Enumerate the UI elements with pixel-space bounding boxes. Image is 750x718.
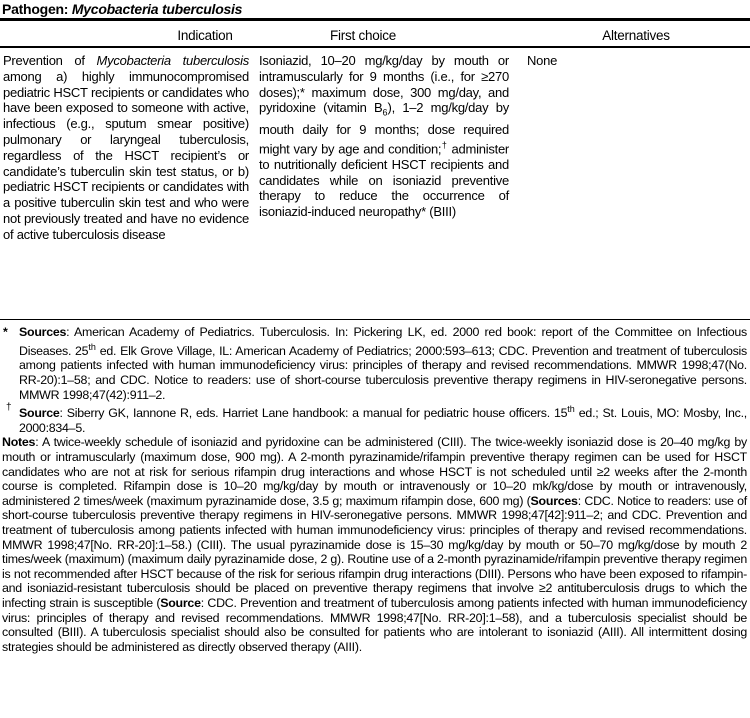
notes-paragraph	[2, 435, 747, 654]
dagger-superscript: †	[441, 139, 448, 150]
indication-text-1: Prevention of	[3, 53, 97, 68]
footnote-asterisk	[2, 325, 747, 402]
table-row	[0, 48, 750, 320]
column-header-first-choice: First choice	[329, 28, 397, 43]
source-label: Source	[19, 406, 60, 421]
first-choice-cell	[259, 53, 509, 220]
indication-pathogen-italic: Mycobacteria tuberculosis	[96, 53, 249, 68]
pathogen-name: Mycobacteria tuberculosis	[71, 1, 243, 17]
notes-label: Notes	[2, 435, 36, 450]
notes-text-1: : A twice-weekly schedule of isoniazid and pyridoxine can be administered (CIII). The twice-weekly isoniazid dose is 20–40 mg/kg by mouth or intramuscularly (maximum dose, 900 mg). A 2-month pyrazinamide/rifampin preventive therapy regimen can be used for HSCT candidates who are not at risk for serious rifampin drug interactions and whose HSCT is not scheduled until ≥2 weeks after the 2-month course is completed. Rifampin dose is 10–20 mg/kg/day by mouth or intravenously or 10–20 mk/kg/dose by mouth or intravenously, administered 2 times/week (maximum pyrazinamide dose, 3.5 g; maximum rifampin dose, 600 mg) (	[2, 435, 747, 508]
footnotes-section	[0, 320, 750, 654]
notes-source-label: Source	[160, 595, 201, 610]
pathogen-label: Pathogen:	[2, 1, 69, 17]
footnote-dagger-text-1: : Siberry GK, Iannone R, eds. Harriet Lane handbook: a manual for pediatric house officers. 15	[59, 406, 568, 421]
alternatives-cell: None	[527, 53, 558, 68]
asterisk-marker: *	[3, 325, 8, 339]
notes-sources-label: Sources	[530, 493, 578, 508]
ordinal-superscript: th	[567, 404, 575, 415]
footnote-asterisk-text-2: ed. Elk Grove Village, IL: American Academy of Pediatrics; 2000:593–613; CDC. Prevention and treatment of tuberculosis among patients infected with human immunodeficiency virus: principles of therapy and revised recommendations. MMWR 1998;47(No. RR-20):1–58; and CDC. Notice to readers: use of short-course tuberculosis preventive therapy regimens in HIV-seronegative persons. MMWR 1998;47(42):911–2.	[19, 343, 747, 402]
ordinal-superscript: th	[88, 341, 96, 352]
column-header-alternatives: Alternatives	[602, 28, 670, 43]
column-header-indication: Indication	[177, 28, 233, 43]
notes-text-2: : CDC. Notice to readers: use of short-course tuberculosis preventive therapy regimens in HIV-seronegative persons. MMWR 1998;47[42]:911–2; and CDC. Prevention and treatment of tuberculosis among patients infected with human immunodeficiency virus: principles of therapy and revised recommendations. MMWR 1998;47[No. RR-20]:1–58.) (CIII). The usual pyrazinamide dose is 15–30 mg/kg/day by mouth or 50–70 mg/kg/dose by mouth 2 times/week (maximum) (maximum daily pyrazinamide dose, 2 g). Routine use of a 2-month pyrazinamide/rifampin preventive therapy regimen is not recommended after HSCT because of the risk for serious rifampin drug interactions (DIII). Persons who have been exposed to rifampin- and isoniazid-resistant tuberculosis should be placed on preventive therapy regimens that involve ≥2 antituberculosis drugs to which the infecting strain is susceptible (	[2, 493, 747, 610]
footnote-dagger	[2, 402, 747, 435]
pathogen-header	[0, 0, 750, 21]
sources-label: Sources	[19, 325, 67, 339]
vitamin-b6-subscript: 6	[382, 107, 388, 118]
indication-text-2: among a) highly immunocompromised pediatric HSCT recipients or candidates who have been exposed to someone with active, infectious (e.g., sputum smear positive) pulmonary or laryngeal tuberculosis, regardless of the HSCT recipient’s or candidate’s tuberculin skin test status, or b) pediatric HSCT recipients or candidates with a positive tuberculin skin test and who were not previously treated and have no evidence of active tuberculosis disease	[3, 68, 249, 242]
table-header-row	[0, 21, 750, 48]
indication-cell	[0, 53, 249, 243]
footnote-dagger-text-2: ed.; St. Louis, MO: Mosby, Inc., 2000:834–5.	[19, 406, 747, 435]
footnote-asterisk-text-1: : American Academy of Pediatrics. Tuberculosis. In: Pickering LK, ed. 2000 red book: report of the Committee on Infectious Diseases. 25	[19, 325, 747, 358]
first-choice-text-3: administer to nutritionally deficient HSCT recipients and candidates while on isoniazid preventive therapy to reduce the occurrence of isoniazid-induced neuropathy* (BIII)	[259, 140, 510, 220]
notes-text-3: : CDC. Prevention and treatment of tuberculosis among patients infected with human immunodeficiency virus: principles of therapy and revised recommendations. MMWR 1998;47[No. RR-20]:1–58), and a tuberculosis specialist should be consulted (BIII). A tuberculosis specialist should also be consulted for patients who are intolerant to isoniazid (AIII). All intermittent dosing strategies should be administered as directly observed therapy (AIII).	[2, 595, 747, 654]
first-choice-text-1: Isoniazid, 10–20 mg/kg/day by mouth or intramuscularly for 9 months (i.e., for ≥270 doses);* maximum dose, 300 mg/day, and pyridoxine (vitamin B	[259, 53, 509, 116]
dagger-marker: †	[6, 402, 12, 414]
first-choice-text-2: ), 1–2 mg/kg/day by mouth daily for 9 months; dose required might vary by age and condition;	[259, 100, 509, 156]
